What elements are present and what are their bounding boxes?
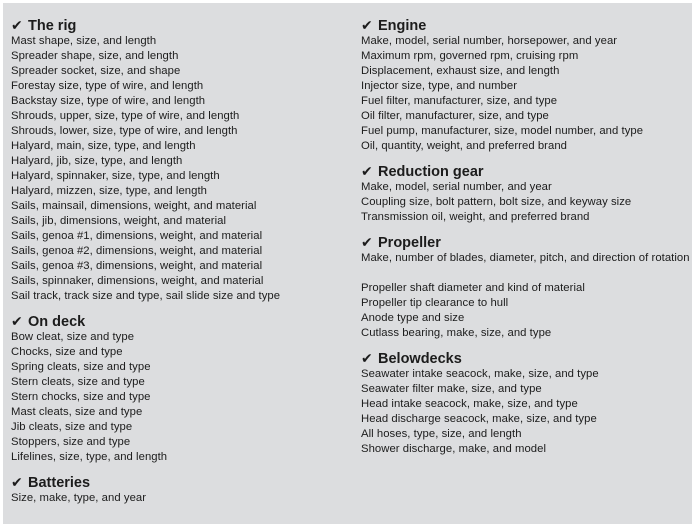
checklist-items xyxy=(11,330,353,465)
checkmark-icon: ✔ xyxy=(361,234,373,250)
checklist-item: Make, model, serial number, horsepower, and year xyxy=(361,35,618,47)
checklist-item: Head discharge seacock, make, size, and type xyxy=(361,413,597,425)
checklist-item: Chocks, size and type xyxy=(11,346,123,358)
checklist-item: Mast cleats, size and type xyxy=(11,406,143,418)
checklist-item: Sail track, track size and type, sail slide size and type xyxy=(11,290,281,302)
checklist-item: Propeller shaft diameter and kind of material xyxy=(361,282,585,294)
checklist-item: Stern chocks, size and type xyxy=(11,391,151,403)
checklist-item: Sails, spinnaker, dimensions, weight, and material xyxy=(11,275,264,287)
checklist-item: Oil filter, manufacturer, size, and type xyxy=(361,110,549,122)
checklist-item: Seawater intake seacock, make, size, and type xyxy=(361,368,599,380)
checklist-items xyxy=(361,34,689,154)
checklist-item: Cutlass bearing, make, size, and type xyxy=(361,327,552,339)
checklist-item: Fuel filter, manufacturer, size, and type xyxy=(361,95,558,107)
section-title: On deck xyxy=(28,314,86,330)
checklist-item: Injector size, type, and number xyxy=(361,80,518,92)
section-heading xyxy=(361,16,689,34)
section-heading xyxy=(11,473,353,491)
checklist-item: Make, model, serial number, and year xyxy=(361,181,552,193)
section-reduction-gear xyxy=(361,162,689,225)
checklist-item: Jib cleats, size and type xyxy=(11,421,133,433)
checklist-item: Shower discharge, make, and model xyxy=(361,443,547,455)
checklist-item: Make, number of blades, diameter, pitch, and direction of rotation xyxy=(361,252,690,264)
section-title: Reduction gear xyxy=(378,164,484,180)
checklist-item: Spreader shape, size, and length xyxy=(11,50,179,62)
checklist-item: Head intake seacock, make, size, and type xyxy=(361,398,578,410)
checklist-item: Fuel pump, manufacturer, size, model number, and type xyxy=(361,125,644,137)
checklist-items xyxy=(11,491,353,506)
checkmark-icon: ✔ xyxy=(11,313,23,329)
checklist-item: Sails, genoa #2, dimensions, weight, and material xyxy=(11,245,263,257)
checklist-item: Halyard, spinnaker, size, type, and length xyxy=(11,170,220,182)
checklist-item: Anode type and size xyxy=(361,312,465,324)
checklist-items xyxy=(361,251,689,341)
section-engine xyxy=(361,16,689,154)
checklist-item: Backstay size, type of wire, and length xyxy=(11,95,206,107)
checklist-item: Shrouds, lower, size, type of wire, and length xyxy=(11,125,238,137)
left-column xyxy=(11,16,353,514)
section-on-deck xyxy=(11,312,353,465)
checklist-item: Spreader socket, size, and shape xyxy=(11,65,181,77)
section-belowdecks xyxy=(361,349,689,457)
section-title: Propeller xyxy=(378,235,441,251)
checkmark-icon: ✔ xyxy=(361,163,373,179)
checklist-item: Halyard, mizzen, size, type, and length xyxy=(11,185,207,197)
section-heading xyxy=(11,312,353,330)
section-batteries xyxy=(11,473,353,506)
checklist-item: Stern cleats, size and type xyxy=(11,376,145,388)
checklist-item: Mast shape, size, and length xyxy=(11,35,157,47)
checklist-item: Seawater filter make, size, and type xyxy=(361,383,542,395)
section-heading xyxy=(11,16,353,34)
checklist-item: Sails, jib, dimensions, weight, and material xyxy=(11,215,227,227)
checklist-item: Sails, mainsail, dimensions, weight, and material xyxy=(11,200,257,212)
section-title: Engine xyxy=(378,18,427,34)
section-heading xyxy=(361,162,689,180)
section-the-rig xyxy=(11,16,353,304)
checklist-item: Stoppers, size and type xyxy=(11,436,131,448)
checkmark-icon: ✔ xyxy=(361,17,373,33)
checklist-item: Displacement, exhaust size, and length xyxy=(361,65,560,77)
right-column xyxy=(361,16,689,465)
checkmark-icon: ✔ xyxy=(11,17,23,33)
section-heading xyxy=(361,233,689,251)
checklist-item: Sails, genoa #3, dimensions, weight, and material xyxy=(11,260,263,272)
checklist-item: Shrouds, upper, size, type of wire, and length xyxy=(11,110,240,122)
section-title: The rig xyxy=(28,18,77,34)
checklist-item: Halyard, main, size, type, and length xyxy=(11,140,196,152)
checklist-item: Spring cleats, size and type xyxy=(11,361,151,373)
section-title: Batteries xyxy=(28,475,91,491)
checklist-items xyxy=(361,367,689,457)
checklist-item: Coupling size, bolt pattern, bolt size, and keyway size xyxy=(361,196,632,208)
section-propeller xyxy=(361,233,689,341)
checklist-item: Maximum rpm, governed rpm, cruising rpm xyxy=(361,50,579,62)
checklist-item: Propeller tip clearance to hull xyxy=(361,297,509,309)
section-heading xyxy=(361,349,689,367)
checklist-item: Transmission oil, weight, and preferred brand xyxy=(361,211,590,223)
checkmark-icon: ✔ xyxy=(11,474,23,490)
checklist-panel xyxy=(3,3,692,524)
checklist-item: All hoses, type, size, and length xyxy=(361,428,522,440)
checklist-item: Halyard, jib, size, type, and length xyxy=(11,155,183,167)
checklist-item: Sails, genoa #1, dimensions, weight, and material xyxy=(11,230,263,242)
checklist-item: Lifelines, size, type, and length xyxy=(11,451,168,463)
checklist-item: Bow cleat, size and type xyxy=(11,331,135,343)
checklist-item: Forestay size, type of wire, and length xyxy=(11,80,204,92)
checklist-items xyxy=(361,180,689,225)
checkmark-icon: ✔ xyxy=(361,350,373,366)
checklist-item: Oil, quantity, weight, and preferred brand xyxy=(361,140,567,152)
checklist-item: Size, make, type, and year xyxy=(11,492,147,504)
checklist-items xyxy=(11,34,353,304)
section-title: Belowdecks xyxy=(378,351,462,367)
